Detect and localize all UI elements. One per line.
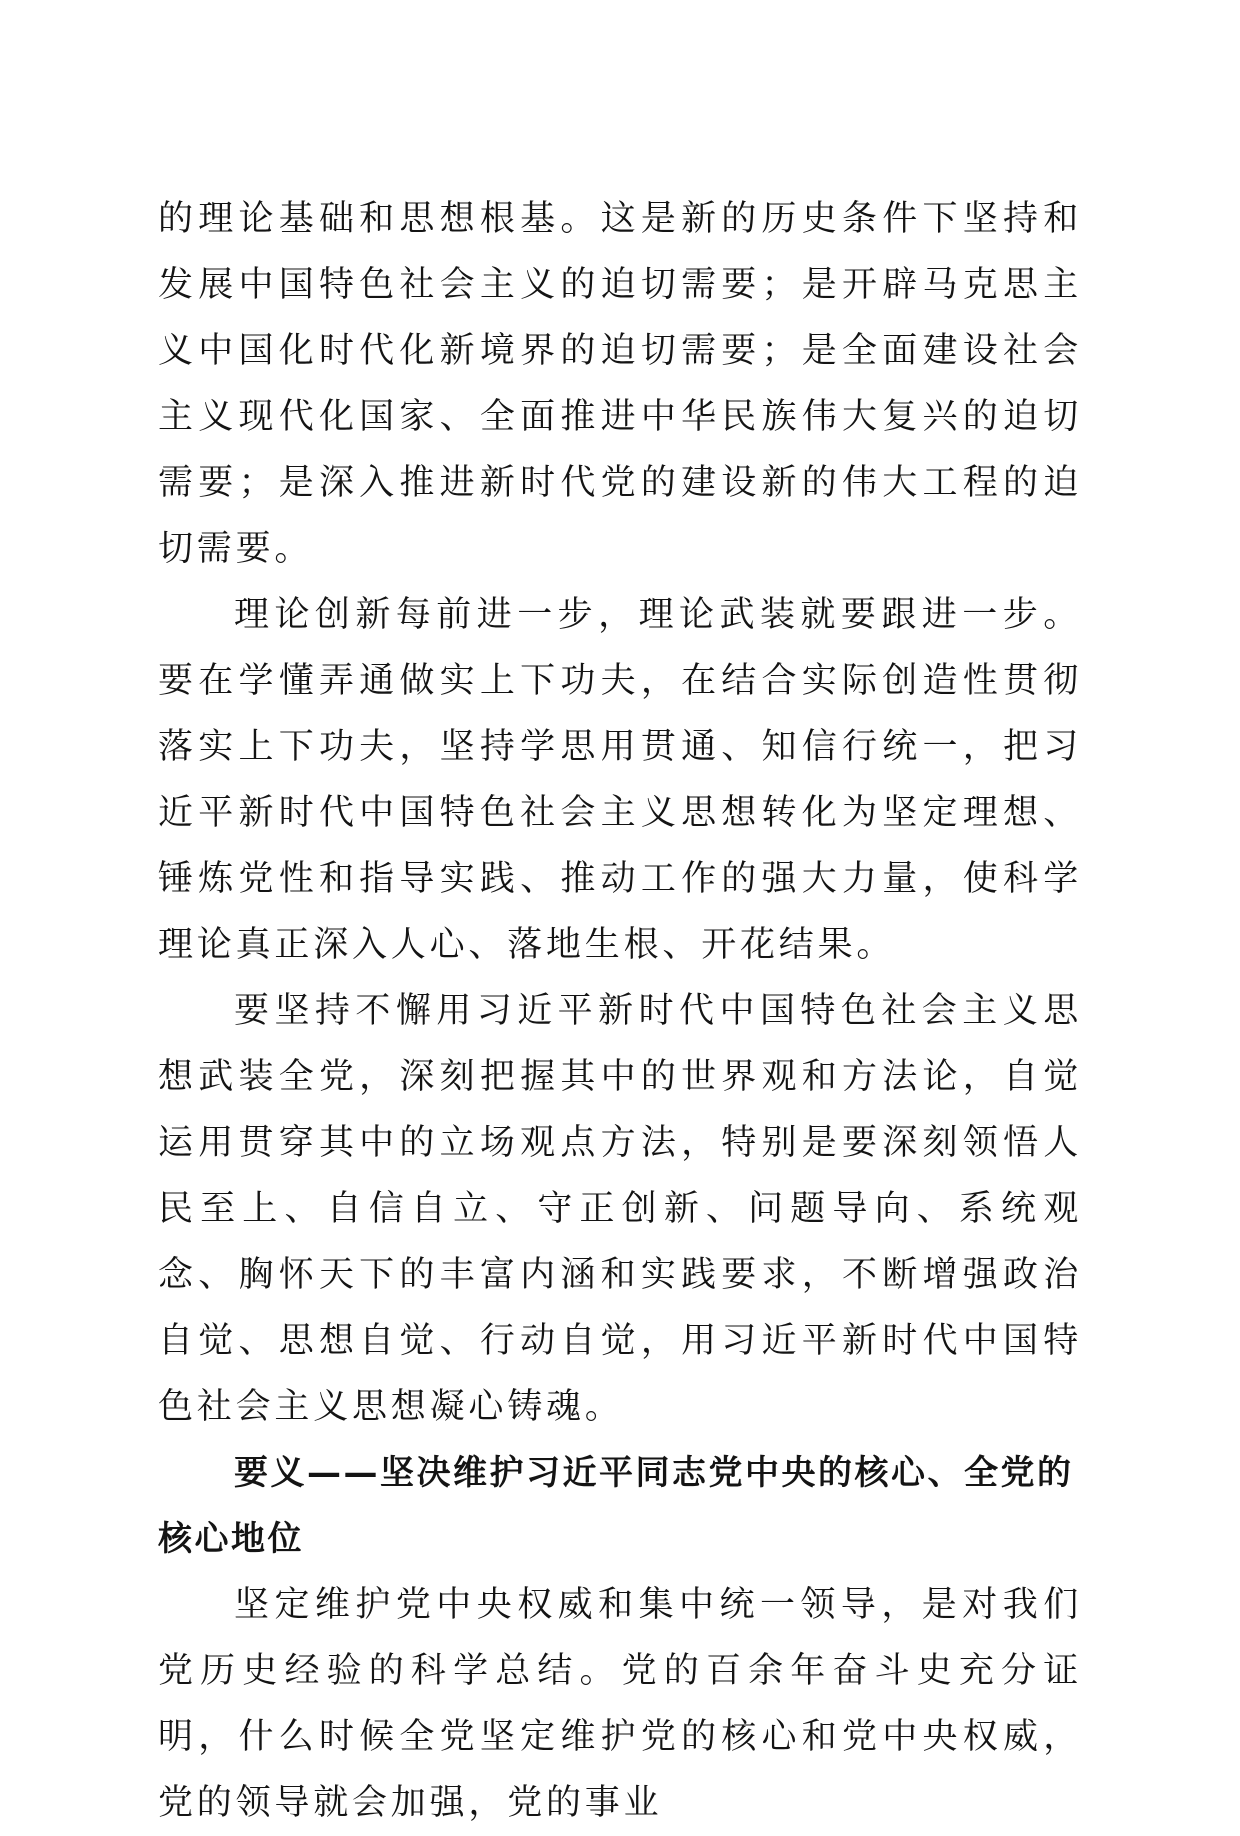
paragraph-persistent-study: 要坚持不懈用习近平新时代中国特色社会主义思想武装全党，深刻把握其中的世界观和方法论，自觉运用贯穿其中的立场观点方法，特别是要深刻领悟人民至上、自信自立、守正创新、问题导向、系统观念、胸怀天下的丰富内涵和实践要求，不断增强政治自觉、思想自觉、行动自觉，用习近平新时代中国特色社会主义思想凝心铸魂。 bbox=[158, 991, 1082, 1427]
document-body bbox=[158, 186, 1082, 1836]
paragraph-continuation: 的理论基础和思想根基。这是新的历史条件下坚持和发展中国特色社会主义的迫切需要；是开辟马克思主义中国化时代化新境界的迫切需要；是全面建设社会主义现代化国家、全面推进中华民族伟大复兴的迫切需要；是深入推进新时代党的建设新的伟大工程的迫切需要。 bbox=[158, 199, 1082, 569]
paragraph-central-authority: 坚定维护党中央权威和集中统一领导，是对我们党历史经验的科学总结。党的百余年奋斗史充分证明，什么时候全党坚定维护党的核心和党中央权威，党的领导就会加强，党的事业 bbox=[158, 1585, 1082, 1823]
section-heading: 要义——坚决维护习近平同志党中央的核心、全党的核心地位 bbox=[158, 1453, 1074, 1559]
paragraph-theory-armament: 理论创新每前进一步，理论武装就要跟进一步。要在学懂弄通做实上下功夫，在结合实际创造性贯彻落实上下功夫，坚持学思用贯通、知信行统一，把习近平新时代中国特色社会主义思想转化为坚定理想、锤炼党性和指导实践、推动工作的强大力量，使科学理论真正深入人心、落地生根、开花结果。 bbox=[158, 595, 1082, 965]
